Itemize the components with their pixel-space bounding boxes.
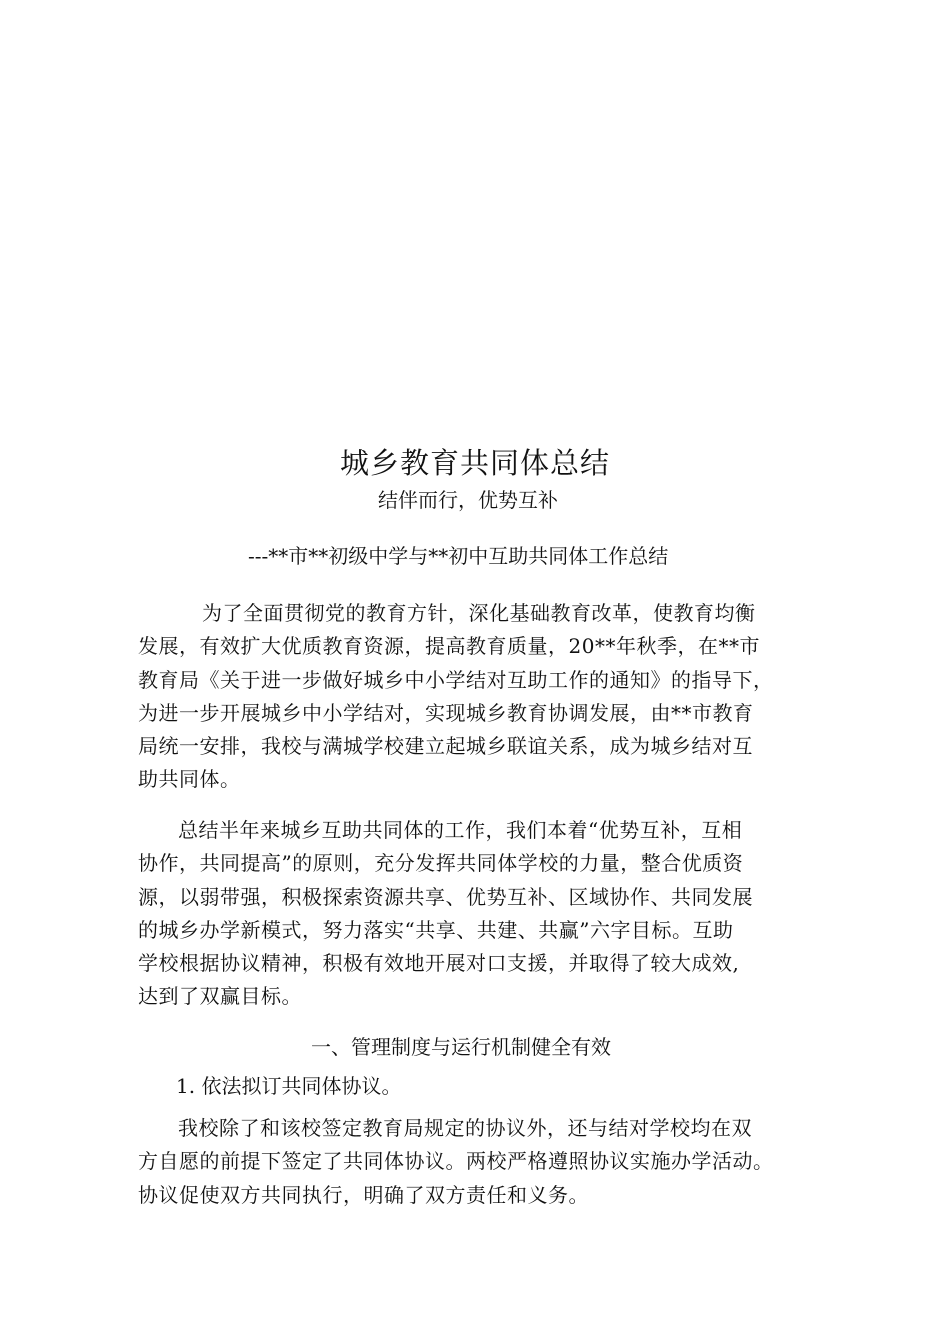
paragraph-line: 协议促使双方共同执行，明确了双方责任和义务。 — [138, 1182, 589, 1207]
document-byline: ---**市**初级中学与**初中互助共同体工作总结 — [248, 544, 669, 568]
paragraph-line: 助共同体。 — [138, 767, 241, 792]
paragraph-line: 我校除了和该校签定教育局规定的协议外，还与结对学校均在双 — [178, 1116, 752, 1140]
document-title: 城乡教育共同体总结 — [339, 446, 610, 480]
paragraph-line: 发展，有效扩大优质教育资源，提高教育质量，20**年秋季，在**市 — [138, 634, 760, 659]
paragraph-line: 为了全面贯彻党的教育方针，深化基础教育改革，使教育均衡 — [202, 601, 756, 625]
paragraph-line: 源，以弱带强，积极探索资源共享、优势互补、区域协作、共同发展 — [138, 884, 753, 909]
section-heading: 一、管理制度与运行机制健全有效 — [311, 1035, 611, 1059]
paragraph-line: 学校根据协议精神，积极有效地开展对口支援，并取得了较大成效, — [138, 951, 740, 976]
paragraph-line: 局统一安排，我校与满城学校建立起城乡联谊关系，成为城乡结对互 — [138, 734, 753, 759]
paragraph-summary — [138, 814, 828, 1014]
paragraph-line: 总结半年来城乡互助共同体的工作，我们本着“优势互补，互相 — [178, 818, 743, 842]
paragraph-line: 教育局《关于进一步做好城乡中小学结对互助工作的通知》的指导下， — [138, 667, 774, 692]
paragraph-line: 为进一步开展城乡中小学结对，实现城乡教育协调发展，由**市教育 — [138, 700, 754, 725]
paragraph-line: 的城乡办学新模式，努力落实“共享、共建、共赢”六字目标。互助 — [138, 917, 734, 942]
numbered-item: 1. 依法拟订共同体协议。 — [176, 1074, 402, 1098]
paragraph-line: 达到了双赢目标。 — [138, 984, 302, 1009]
paragraph-line: 协作，共同提高”的原则，充分发挥共同体学校的力量，整合优质资 — [138, 851, 744, 876]
paragraph-intro — [138, 597, 828, 797]
paragraph-line: 方自愿的前提下签定了共同体协议。两校严格遵照协议实施办学活动。 — [138, 1149, 774, 1174]
document-subtitle: 结伴而行，优势互补 — [378, 488, 558, 512]
paragraph-agreement — [138, 1112, 828, 1212]
